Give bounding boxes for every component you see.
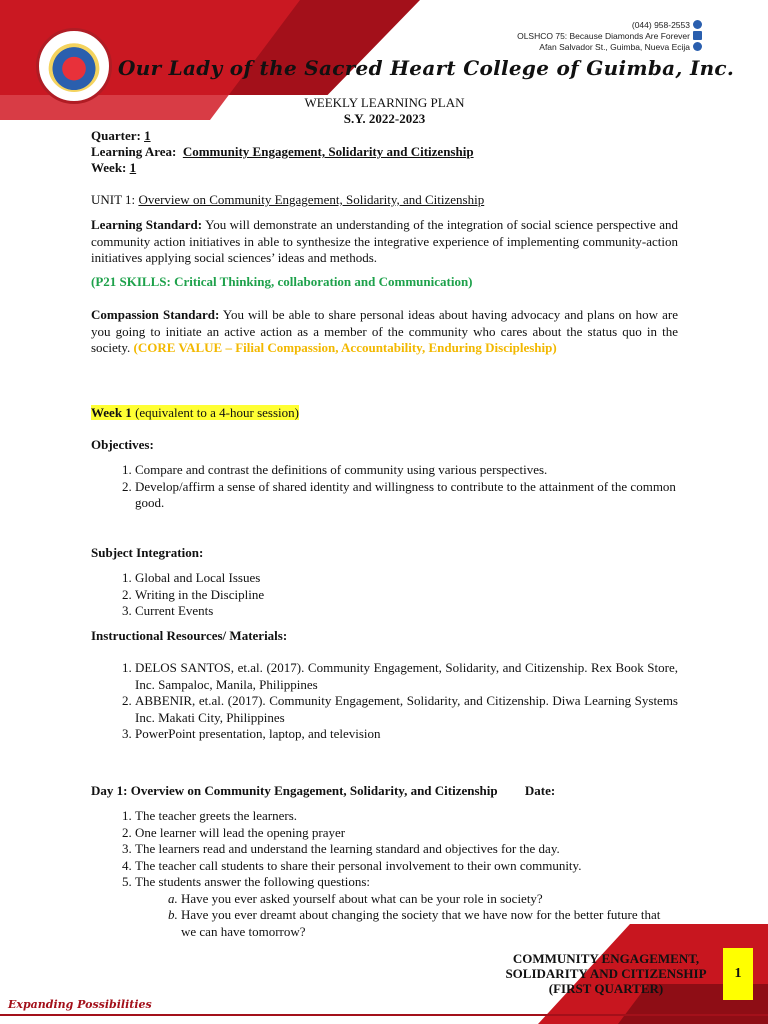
- school-name: Our Lady of the Sacred Heart College of Guimba, Inc.: [118, 56, 735, 80]
- page-number: 1: [723, 948, 753, 1000]
- learning-standard-text: You will demonstrate an understanding of the integration of social science perspective and community action initiatives in able to synthesize the integrative experience of implementing community-action initiatives applying social sciences’ ideas and methods.: [91, 217, 678, 265]
- footer-tagline: Expanding Possibilities: [8, 998, 152, 1011]
- compassion-standard: [91, 307, 678, 357]
- unit-value: Overview on Community Engagement, Solidarity, and Citizenship: [138, 192, 485, 207]
- contact-facebook: [517, 31, 690, 41]
- resource-item: 1. DELOS SANTOS, et.al. (2017). Community Engagement, Solidarity, and Citizenship. Rex Book Store, Inc. Sampaloc, Manila, Philippines: [135, 660, 678, 693]
- compassion-standard-label: Compassion Standard:: [91, 307, 220, 322]
- school-seal-logo: [36, 28, 112, 104]
- compassion-standard-text: You will be able to share personal ideas about having advocacy and plans on how are you going to initiate an active action as a member of the community who cares about the status quo in the society.: [91, 307, 678, 355]
- unit-label: UNIT 1:: [91, 192, 136, 207]
- resource-item: 3. PowerPoint presentation, laptop, and television: [135, 726, 678, 743]
- learning-area-line: [91, 144, 678, 161]
- phone-text: (044) 958-2553: [631, 20, 690, 30]
- footer-course-title: [490, 951, 722, 996]
- document-title: WEEKLY LEARNING PLAN: [304, 95, 465, 110]
- learning-standard-label: Learning Standard:: [91, 217, 203, 232]
- day1-questions: [135, 891, 678, 941]
- contact-phone: [632, 20, 690, 30]
- objectives-list: [91, 462, 678, 512]
- learning-standard: [91, 217, 678, 267]
- location-pin-icon: [693, 42, 702, 51]
- footer-title-line3: (FIRST QUARTER): [548, 981, 664, 996]
- footer-rule: [0, 1014, 768, 1016]
- week-line: [91, 160, 678, 177]
- day1-question: a. Have you ever asked yourself about what can be your role in society?: [181, 891, 678, 908]
- contact-address: [539, 42, 690, 52]
- quarter-line: [91, 128, 678, 145]
- day1-step: 1. The teacher greets the learners.: [135, 808, 678, 825]
- quarter-label: Quarter:: [91, 128, 141, 143]
- core-value: (CORE VALUE – Filial Compassion, Accountability, Enduring Discipleship): [133, 340, 557, 355]
- school-year: S.Y. 2022-2023: [343, 111, 426, 126]
- objective-item: 2. Develop/affirm a sense of shared identity and willingness to contribute to the attainment of the common good.: [135, 479, 678, 512]
- p21-skills: (P21 SKILLS: Critical Thinking, collaboration and Communication): [91, 274, 473, 289]
- day1-steps-list: [91, 808, 678, 940]
- phone-icon: [693, 20, 702, 29]
- integration-item: 2. Writing in the Discipline: [135, 587, 678, 604]
- day1-date-label: Date:: [524, 783, 556, 798]
- quarter-value: 1: [144, 128, 151, 143]
- area-label: Learning Area:: [91, 144, 177, 159]
- area-value: Community Engagement, Solidarity and Citizenship: [182, 144, 474, 159]
- integration-item: 3. Current Events: [135, 603, 678, 620]
- day1-step: 2. One learner will lead the opening prayer: [135, 825, 678, 842]
- day1-step: 4. The teacher call students to share their personal involvement to their own community.: [135, 858, 678, 875]
- address-text: Afan Salvador St., Guimba, Nueva Ecija: [539, 42, 690, 52]
- objectives-heading: Objectives:: [91, 437, 154, 452]
- day1-heading-line: [91, 783, 678, 800]
- week-heading: [91, 405, 678, 422]
- resources-heading: Instructional Resources/ Materials:: [91, 628, 288, 643]
- day1-step-text: The students answer the following questions:: [135, 874, 371, 889]
- week-label: Week:: [91, 160, 127, 175]
- resources-list: [91, 660, 678, 743]
- integration-item: 1. Global and Local Issues: [135, 570, 678, 587]
- week-heading-label: Week 1: [91, 405, 132, 420]
- footer-title-line2: SOLIDARITY AND CITIZENSHIP: [505, 966, 707, 981]
- week-heading-note: (equivalent to a 4-hour session): [135, 405, 299, 420]
- facebook-icon: [693, 31, 702, 40]
- footer-title-line1: COMMUNITY ENGAGEMENT,: [512, 951, 700, 966]
- day1-heading: Day 1: Overview on Community Engagement, Solidarity, and Citizenship: [91, 783, 498, 798]
- unit-line: [91, 192, 678, 209]
- objective-item: 1. Compare and contrast the definitions of community using various perspectives.: [135, 462, 678, 479]
- facebook-text: OLSHCO 75: Because Diamonds Are Forever: [517, 31, 690, 41]
- day1-step: [135, 874, 678, 940]
- integration-list: [91, 570, 678, 620]
- day1-question: b. Have you ever dreamt about changing the society that we have now for the better future that we can have tomorrow?: [181, 907, 678, 940]
- integration-heading: Subject Integration:: [91, 545, 204, 560]
- week-value: 1: [129, 160, 137, 175]
- day1-step: 3. The learners read and understand the learning standard and objectives for the day.: [135, 841, 678, 858]
- resource-item: 2. ABBENIR, et.al. (2017). Community Engagement, Solidarity, and Citizenship. Diwa Learning Systems Inc. Makati City, Philippines: [135, 693, 678, 726]
